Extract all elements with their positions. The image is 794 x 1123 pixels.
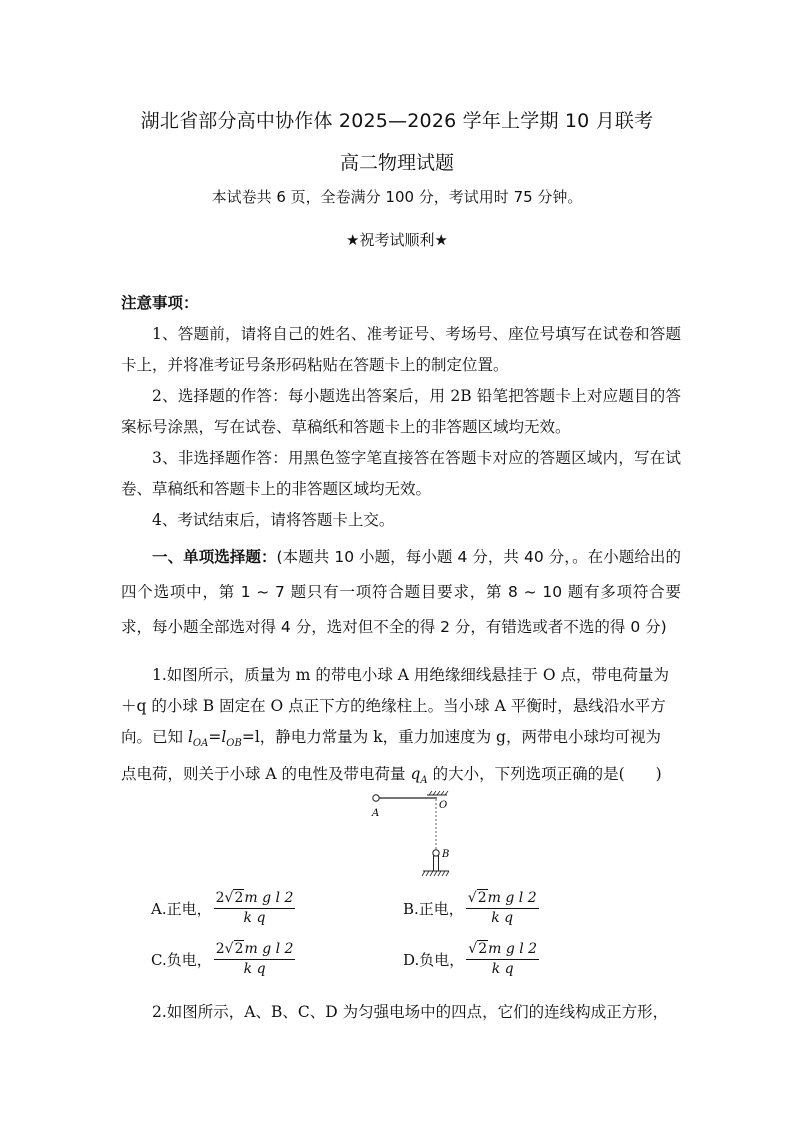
q1-text: =l，静电力常量为 k，重力加速度为 g，两带电小球均可视为 — [241, 728, 661, 746]
q1-line: 1.如图所示，质量为 m 的带电小球 A 用绝缘细线悬挂于 O 点，带电荷量为 — [152, 666, 669, 684]
notes-section — [121, 288, 681, 536]
option-fraction: $\frac{\text{√2m g l 2}}{\text{k q}}$ — [467, 890, 537, 926]
option-a[interactable] — [151, 890, 295, 926]
exam-title: 湖北省部分高中协作体 2025—2026 学年上学期 10 月联考 — [140, 110, 654, 132]
ground-hatch — [422, 871, 449, 876]
equals-sign: = — [208, 728, 222, 746]
section1-heading: 一、单项选择题： — [152, 548, 277, 566]
q1-text: 点电荷，则关于小球 A 的电性及带电荷量 — [121, 765, 411, 784]
coef: 2 — [215, 941, 225, 957]
q1-text: 向。已知 — [121, 728, 188, 746]
exam-info: 本试卷共 6 页，全卷满分 100 分，考试用时 75 分钟。 — [211, 188, 583, 206]
option-c[interactable] — [151, 941, 295, 977]
denominator: k q — [243, 910, 266, 926]
coef: 2 — [215, 890, 225, 906]
notes-heading: 注意事项： — [121, 294, 199, 312]
option-fraction: $\frac{\text{2√2m g l 2}}{\text{k q}}$ — [215, 890, 294, 926]
l-ob: l — [221, 728, 227, 746]
option-label: A.正电， — [151, 899, 212, 918]
ball-a — [373, 795, 379, 801]
label-o: O — [439, 800, 448, 811]
q2-line: 2.如图所示，A、B、C、D 为匀强电场中的四点，它们的连线构成正方形， — [152, 1003, 669, 1021]
question-2 — [121, 997, 681, 1028]
sqrt-arg: 2 — [234, 890, 244, 906]
sqrt-arg: 2 — [234, 941, 244, 957]
label-a: A — [372, 808, 380, 819]
oa-subscript: OA — [192, 738, 209, 750]
q1-text: 的大小，下列选项正确的是( ) — [427, 765, 662, 784]
option-b[interactable] — [403, 890, 539, 926]
q1-line-3 — [121, 722, 681, 759]
qa-subscript: A — [420, 775, 428, 787]
note-item: 1、答题前，请将自己的姓名、准考证号、考场号、座位号填写在试卷和答题卡上，并将准考证号条形码粘贴在答题卡上的制定位置。 — [121, 325, 681, 374]
option-label: B.正电， — [403, 899, 464, 918]
ceiling-hatch — [429, 791, 448, 795]
note-item: 4、考试结束后，请将答题卡上交。 — [152, 511, 395, 529]
q-a: q — [410, 765, 421, 784]
option-label: D.负电， — [403, 950, 465, 969]
denominator: k q — [491, 910, 514, 926]
denominator: k q — [243, 961, 266, 977]
option-fraction: $\frac{\text{2√2m g l 2}}{\text{k q}}$ — [215, 941, 294, 977]
sqrt-arg: 2 — [478, 941, 488, 957]
numerator: m g l 2 — [244, 941, 294, 957]
exam-subtitle: 高二物理试题 — [339, 152, 454, 174]
label-b: B — [442, 849, 450, 860]
option-fraction: $\frac{\text{√2m g l 2}}{\text{k q}}$ — [468, 941, 538, 977]
numerator: m g l 2 — [488, 941, 538, 957]
note-item: 3、非选择题作答：用黑色签字笔直接答在答题卡对应的答题区域内，写在试卷、草稿纸和答题卡上的非答题区域均无效。 — [121, 449, 681, 498]
section1-block — [121, 540, 681, 645]
question-1 — [121, 660, 681, 796]
numerator: m g l 2 — [244, 890, 294, 906]
l-oa: l — [187, 728, 193, 746]
option-d[interactable] — [403, 941, 539, 977]
ball-b — [433, 850, 439, 856]
q1-figure — [365, 790, 465, 882]
option-label: C.负电， — [151, 950, 212, 969]
q1-options — [151, 890, 571, 990]
insulating-post — [434, 856, 439, 871]
blessing-line: ★祝考试顺利★ — [346, 231, 448, 249]
section1-instruction: (本题共 10 小题，每小题 4 分，共 40 分，。在小题给出的四个选项中，第 1 ~ 7 题只有一项符合题目要求，第 8 ~ 10 题有多项符合要求，每小题全部选对得 4 分，选对但不全的得 2 分，有错选或者不选的得 0 分) — [121, 548, 681, 636]
q1-line: ＋q 的小球 B 固定在 O 点正下方的绝缘柱上。当小球 A 平衡时，悬线沿水平方 — [121, 697, 666, 715]
numerator: m g l 2 — [487, 890, 537, 906]
sqrt-arg: 2 — [477, 890, 487, 906]
note-item: 2、选择题的作答：每小题选出答案后，用 2B 铅笔把答题卡上对应题目的答案标号涂黑，写在试卷、草稿纸和答题卡上的非答题区域均无效。 — [121, 387, 681, 436]
ob-subscript: OB — [226, 738, 242, 750]
denominator: k q — [491, 961, 514, 977]
